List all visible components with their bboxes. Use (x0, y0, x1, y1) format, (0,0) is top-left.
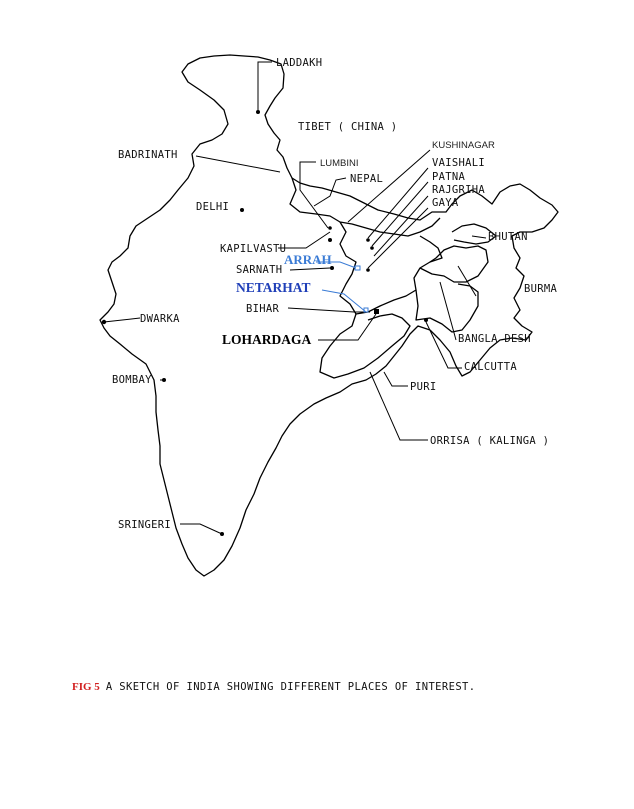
figure-number: FIG 5 (72, 681, 100, 693)
caption-text: A SKETCH OF INDIA SHOWING DIFFERENT PLACES OF INTEREST. (105, 681, 476, 693)
dot-ladakh (256, 110, 260, 114)
dot-vaishali (366, 238, 370, 242)
dot-calcutta (424, 318, 428, 322)
dot-patna (370, 246, 374, 250)
label-patna: PATNA (432, 171, 466, 183)
leader-puri (384, 372, 408, 386)
leader-bihar (288, 308, 370, 312)
label-kapilvastu: KAPILVASTU (220, 243, 287, 255)
leader-kushinagar (348, 150, 430, 222)
label-lohardaga: LOHARDAGA (222, 332, 312, 347)
label-bombay: BOMBAY (112, 374, 152, 386)
leader-lumbini (300, 162, 328, 228)
leader-bangla-desh (440, 282, 456, 340)
leader-rajgriha (374, 196, 428, 256)
label-dwarka: DWARKA (140, 313, 180, 325)
label-nepal: NEPAL (350, 173, 384, 185)
leader-netarhat (322, 290, 366, 312)
dot-bombay (162, 378, 166, 382)
leader-bhutan (472, 236, 486, 238)
leader-sarnath (290, 268, 330, 270)
label-calcutta: CALCUTTA (464, 361, 517, 373)
dot-dwarka (102, 320, 106, 324)
label-badrinath: BADRINATH (118, 149, 178, 161)
label-bihar: BIHAR (246, 303, 280, 315)
label-delhi: DELHI (196, 201, 230, 213)
dot-gaya (366, 268, 370, 272)
label-vaishali: VAISHALI (432, 157, 485, 169)
label-orrisa: ORRISA ( KALINGA ) (430, 435, 550, 447)
leader-nepal (314, 178, 346, 206)
dot-kapilvastu (328, 238, 332, 242)
leader-dwarka (104, 318, 140, 322)
dot-lumbini (328, 226, 332, 230)
label-bangla-desh: BANGLA DESH (458, 333, 531, 345)
orissa-border (320, 314, 410, 378)
label-bhutan: BHUTAN (488, 231, 528, 243)
leader-sringeri (180, 524, 222, 534)
leader-burma (458, 266, 476, 296)
leader-ladakh (258, 62, 272, 110)
label-sringeri: SRINGERI (118, 519, 171, 531)
dot-delhi (240, 208, 244, 212)
label-tibet: TIBET ( CHINA ) (298, 121, 398, 133)
label-burma: BURMA (524, 283, 558, 295)
marker-lohardaga (374, 309, 379, 314)
label-gaya: GAYA (432, 197, 459, 209)
label-arrah: ARRAH (284, 252, 332, 267)
dot-sringeri (220, 532, 224, 536)
leader-badrinath (196, 156, 280, 172)
leader-lohardaga (318, 314, 376, 340)
label-lumbini: LUMBINI (320, 158, 359, 169)
figure-caption (72, 677, 476, 695)
label-netarhat: NETARHAT (236, 280, 311, 295)
label-rajgriha: RAJGRIHA (432, 184, 485, 196)
label-kushinagar: KUSHINAGAR (432, 140, 495, 151)
label-sarnath: SARNATH (236, 264, 283, 276)
label-puri: PURI (410, 381, 437, 393)
label-ladakh: LADDAKH (276, 57, 323, 69)
